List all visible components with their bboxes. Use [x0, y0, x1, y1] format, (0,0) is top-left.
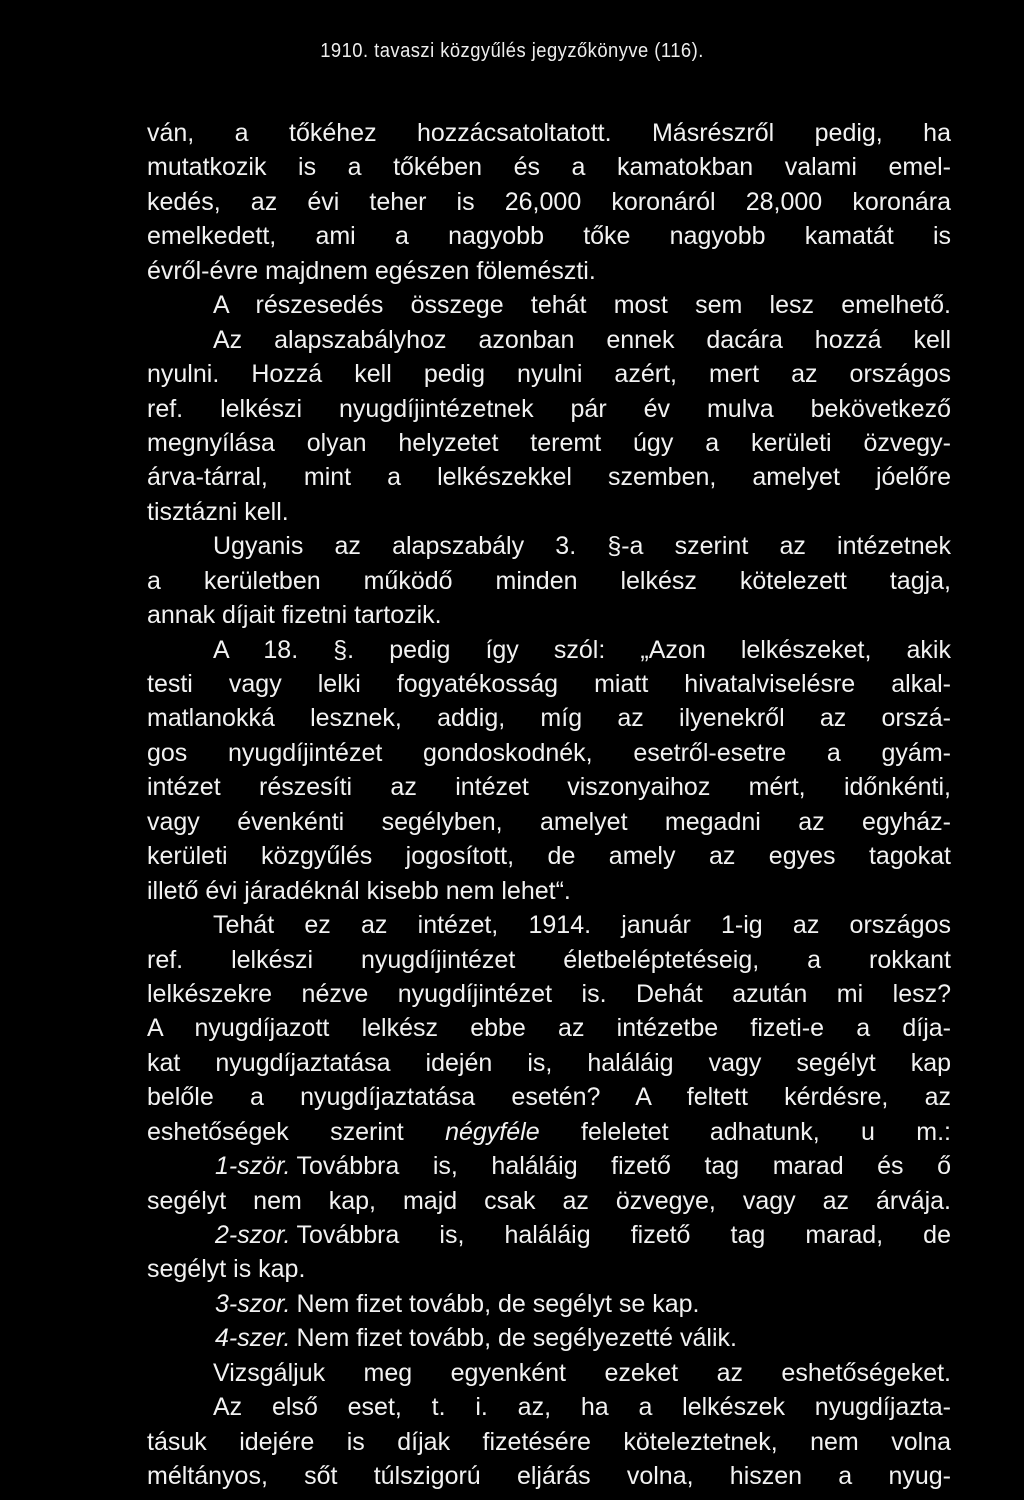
text-line: a kerületben működő minden lelkész kötelezett tagja, — [147, 566, 951, 595]
text-line: testi vagy lelki fogyatékosság miatt hivatalviselésre alkal- — [147, 670, 951, 698]
text-line: tisztázni kell. — [147, 497, 289, 526]
text-line: Ugyanis az alapszabály 3. §-a szerint az intézetnek — [213, 532, 951, 561]
option-line — [147, 1287, 951, 1321]
body-text — [147, 116, 951, 1494]
text-line: emelkedett, ami a nagyobb tőke nagyobb kamatát is — [147, 222, 951, 251]
text-line: belőle a nyugdíjaztatása esetén? A feltett kérdésre, az — [147, 1083, 951, 1112]
text-line: mutatkozik is a tőkében és a kamatokban valami emel- — [147, 153, 951, 182]
text-line: illető évi járadéknál kisebb nem lehet“. — [147, 876, 571, 905]
emphasized-word: négyféle — [445, 1117, 540, 1146]
text-line: ref. lelkészi nyugdíjintézet életbeléptetéseig, a rokkant — [147, 945, 951, 974]
option-text: Továbbra is, haláláig fizető tag marad, de — [296, 1221, 951, 1249]
option-text: Nem fizet tovább, de segélyezetté válik. — [296, 1324, 737, 1353]
text-line: kerületi közgyűlés jogosított, de amely az egyes tagokat — [147, 842, 951, 871]
text-line: annak díjait fizetni tartozik. — [147, 601, 442, 630]
text-line: Vizsgáljuk meg egyenként ezeket az eshetőségeket. — [213, 1358, 951, 1387]
running-header: 1910. tavaszi közgyűlés jegyzőkönyve (116). — [320, 40, 704, 62]
text-line: Az első eset, t. i. az, ha a lelkészek nyugdíjazta- — [213, 1393, 951, 1422]
text-line: árva-tárral, mint a lelkészekkel szemben, amelyet jóelőre — [147, 463, 951, 492]
option-lead: 4-szer. — [215, 1324, 291, 1353]
option-line — [147, 1149, 951, 1183]
text-line: kat nyugdíjaztatása idején is, haláláig vagy segélyt kap — [147, 1048, 951, 1077]
text-line: A nyugdíjazott lelkész ebbe az intézetbe fizeti-e a díja- — [147, 1014, 951, 1043]
text-line: A 18. §. pedig így szól: „Azon lelkészeket, akik — [213, 635, 951, 664]
text-line: Az alapszabályhoz azonban ennek dacára hozzá kell — [213, 325, 951, 354]
text-line: intézet részesíti az intézet viszonyaihoz mért, időnkénti, — [147, 773, 951, 802]
text-line: segélyt nem kap, majd csak az özvegye, vagy az árvája. — [147, 1186, 951, 1215]
text-line: ref. lelkészi nyugdíjintézetnek pár év mulva bekövetkező — [147, 394, 951, 423]
text-line: ván, a tőkéhez hozzácsatoltatott. Másrészről pedig, ha — [147, 119, 951, 147]
line-text: feleletet adhatunk, u m.: — [580, 1117, 951, 1146]
text-line — [147, 1115, 951, 1149]
option-line — [147, 1321, 951, 1355]
text-line: megnyílása olyan helyzetet teremt úgy a kerületi özvegy- — [147, 428, 951, 457]
text-line: segélyt is kap. — [147, 1255, 306, 1284]
text-line: A részesedés összege tehát most sem lesz emelhető. — [213, 291, 951, 320]
option-text: Nem fizet tovább, de segélyt se kap. — [296, 1289, 700, 1318]
option-text: Továbbra is, haláláig fizető tag marad és ő — [296, 1152, 951, 1181]
option-lead: 1-ször. — [215, 1152, 291, 1181]
option-lead: 3-szor. — [215, 1289, 291, 1318]
text-line: kedés, az évi teher is 26,000 koronáról 28,000 koronára — [147, 187, 951, 216]
text-line: nyulni. Hozzá kell pedig nyulni azért, mert az országos — [147, 360, 951, 389]
text-line: évről-évre majdnem egészen fölemészti. — [147, 256, 596, 285]
text-line: lelkészekre nézve nyugdíjintézet is. Dehát azután mi lesz? — [147, 979, 951, 1008]
line-text: eshetőségek szerint — [147, 1117, 404, 1146]
option-lead: 2-szor. — [215, 1221, 291, 1249]
text-line: tásuk idejére is díjak fizetésére köteleztetnek, nem volna — [147, 1427, 951, 1456]
text-line: matlanokká lesznek, addig, míg az ilyenekről az orszá- — [147, 704, 951, 733]
text-line: vagy évenkénti segélyben, amelyet megadni az egyház- — [147, 807, 951, 836]
text-line: méltányos, sőt túlszigorú eljárás volna, hiszen a nyug- — [147, 1462, 951, 1491]
option-line — [147, 1218, 951, 1252]
text-line: Tehát ez az intézet, 1914. január 1-ig az országos — [213, 911, 951, 940]
text-line: gos nyugdíjintézet gondoskodnék, esetről-esetre a gyám- — [147, 738, 951, 767]
